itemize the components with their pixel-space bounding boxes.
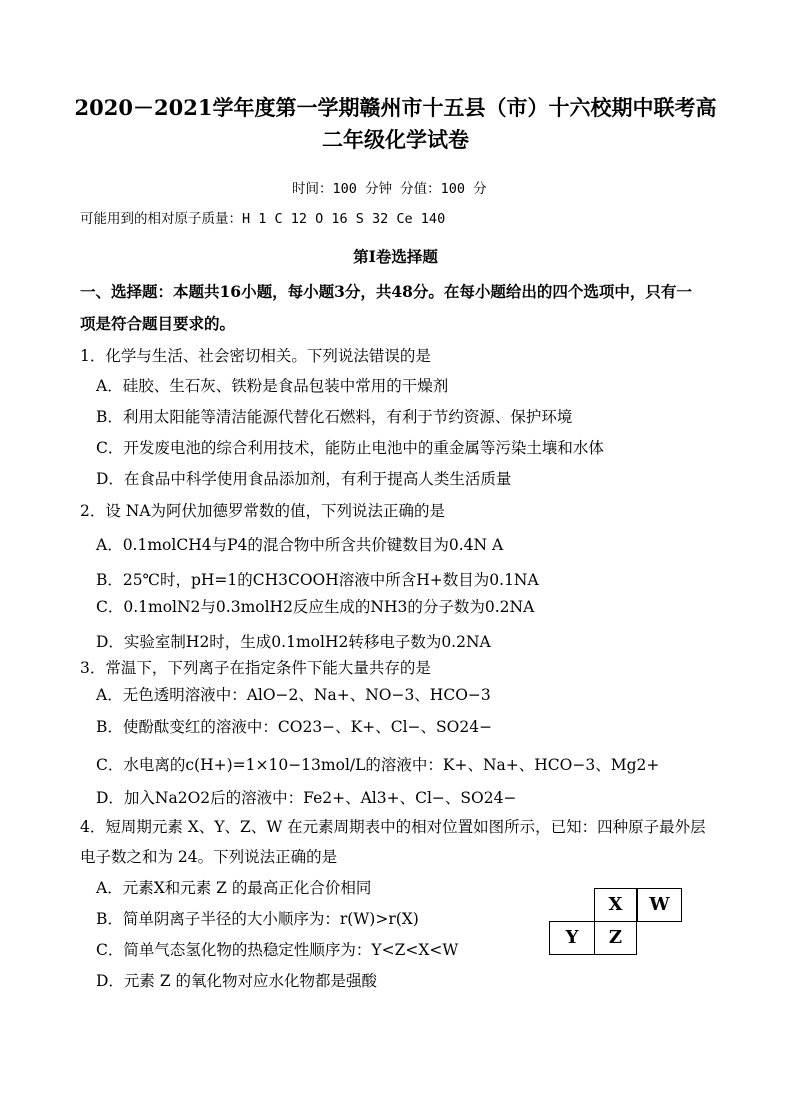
question-3-option-b: B．使酚酞变红的溶液中：CO23−、K+、Cl−、SO24− [96,718,493,736]
question-4-option-d: D．元素 Z 的氧化物对应水化物都是强酸 [96,972,378,990]
instructions-line2: 项是符合题目要求的。 [80,314,236,333]
grid-cell-y: Y [549,921,595,955]
question-4-stem-line1: 4．短周期元素 X、Y、Z、W 在元素周期表中的相对位置如图所示，已知：四种原子最外层 [80,818,706,836]
section-title: 第I卷选择题 [353,247,438,266]
question-2-option-a: A．0.1molCH4与P4的混合物中所含共价键数目为0.4N A [96,536,504,554]
exam-title-line1: 2020－2021学年度第一学期赣州市十五县（市）十六校期中联考高 [74,95,717,120]
question-4-stem-line2: 电子数之和为 24。下列说法正确的是 [80,848,338,866]
grid-cell-w: W [637,888,682,922]
question-3-option-a: A．无色透明溶液中：AlO−2、Na+、NO−3、HCO−3 [96,686,491,704]
instructions-line1: 一、选择题：本题共16小题，每小题3分，共48分。在每小题给出的四个选项中，只有一 [80,282,692,301]
question-3-option-c: C．水电离的c(H+)=1×10−13mol/L的溶液中：K+、Na+、HCO−3、Mg2+ [96,756,660,774]
question-3-option-d: D．加入Na2O2后的溶液中：Fe2+、Al3+、Cl−、SO24− [96,789,517,807]
question-1-option-c: C．开发废电池的综合利用技术，能防止电池中的重金属等污染土壤和水体 [96,439,604,457]
question-2-option-c: C．0.1molN2与0.3molH2反应生成的NH3的分子数为0.2NA [96,598,535,616]
question-2-option-b: B．25℃时，pH=1的CH3COOH溶液中所含H+数目为0.1NA [96,571,539,589]
question-1-option-a: A．硅胶、生石灰、铁粉是食品包装中常用的干燥剂 [96,377,449,395]
atomic-masses: 可能用到的相对原子质量：H 1 C 12 O 16 S 32 Ce 140 [80,211,446,227]
grid-cell-x: X [594,888,637,922]
time-score-info: 时间：100 分钟 分值：100 分 [292,181,487,197]
question-2-stem: 2．设 NA为阿伏加德罗常数的值，下列说法正确的是 [80,502,446,520]
question-2-option-d: D．实验室制H2时，生成0.1molH2转移电子数为0.2NA [96,633,491,651]
question-4-option-a: A．元素X和元素 Z 的最高正化合价相同 [96,879,372,897]
grid-cell-z: Z [594,921,637,955]
exam-title-line2: 二年级化学试卷 [322,127,469,152]
question-1-stem: 1．化学与生活、社会密切相关。下列说法错误的是 [80,347,431,365]
question-1-option-d: D．在食品中科学使用食品添加剂，有利于提高人类生活质量 [96,470,512,488]
question-4-option-b: B．简单阴离子半径的大小顺序为：r(W)>r(X) [96,910,419,928]
question-3-stem: 3．常温下，下列离子在指定条件下能大量共存的是 [80,659,431,677]
question-1-option-b: B．利用太阳能等清洁能源代替化石燃料，有利于节约资源、保护环境 [96,408,573,426]
question-4-option-c: C．简单气态氢化物的热稳定性顺序为：Y<Z<X<W [96,941,459,959]
